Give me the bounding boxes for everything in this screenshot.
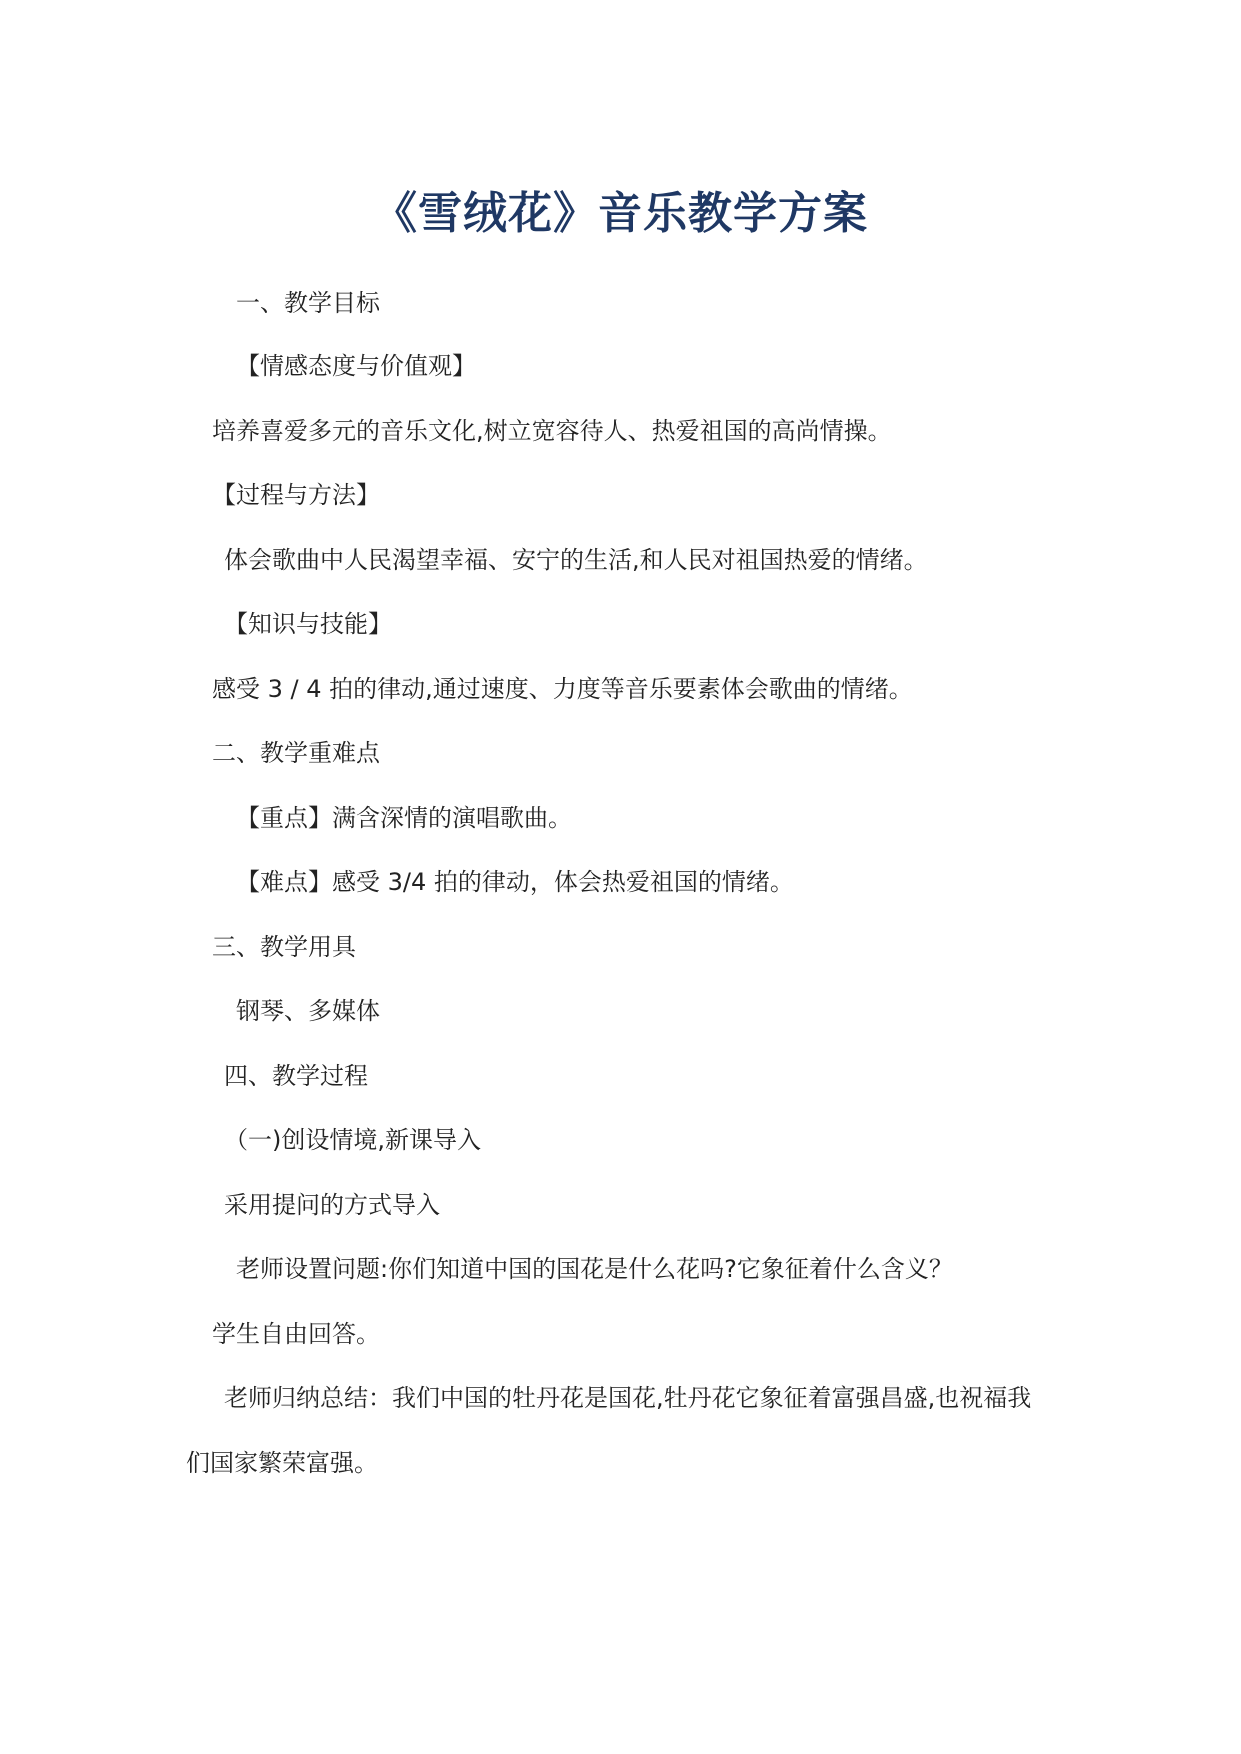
document-title: 《雪绒花》音乐教学方案	[373, 188, 868, 239]
heading-key-difficult-points: 二、教学重难点	[212, 739, 380, 767]
paragraph-teacher-summary-cont: 们国家繁荣富强。	[186, 1449, 378, 1477]
paragraph-student-answer: 学生自由回答。	[212, 1320, 380, 1348]
subheading-introduction: （一)创设情境,新课导入	[224, 1126, 481, 1154]
subheading-knowledge-skills: 【知识与技能】	[224, 610, 392, 638]
paragraph-emotion-values: 培养喜爱多元的音乐文化,树立宽容待人、热爱祖国的高尚情操。	[212, 417, 892, 445]
paragraph-process-methods: 体会歌曲中人民渴望幸福、安宁的生活,和人民对祖国热爱的情绪。	[224, 546, 928, 574]
paragraph-key-point: 【重点】满含深情的演唱歌曲。	[236, 804, 572, 832]
heading-teaching-process: 四、教学过程	[224, 1062, 368, 1090]
paragraph-teacher-summary: 老师归纳总结：我们中国的牡丹花是国花,牡丹花它象征着富强昌盛,也祝福我	[224, 1384, 1032, 1412]
subheading-process-methods: 【过程与方法】	[212, 481, 380, 509]
paragraph-knowledge-skills: 感受 3 / 4 拍的律动,通过速度、力度等音乐要素体会歌曲的情绪。	[212, 675, 913, 703]
subheading-emotion-values: 【情感态度与价值观】	[236, 352, 476, 380]
heading-teaching-objectives: 一、教学目标	[236, 289, 380, 317]
paragraph-teacher-question: 老师设置问题:你们知道中国的国花是什么花吗?它象征着什么含义？	[236, 1255, 953, 1283]
paragraph-question-method: 采用提问的方式导入	[224, 1191, 440, 1219]
heading-teaching-tools: 三、教学用具	[212, 933, 356, 961]
paragraph-difficult-point: 【难点】感受 3/4 拍的律动，体会热爱祖国的情绪。	[236, 868, 794, 896]
paragraph-teaching-tools: 钢琴、多媒体	[236, 997, 380, 1025]
